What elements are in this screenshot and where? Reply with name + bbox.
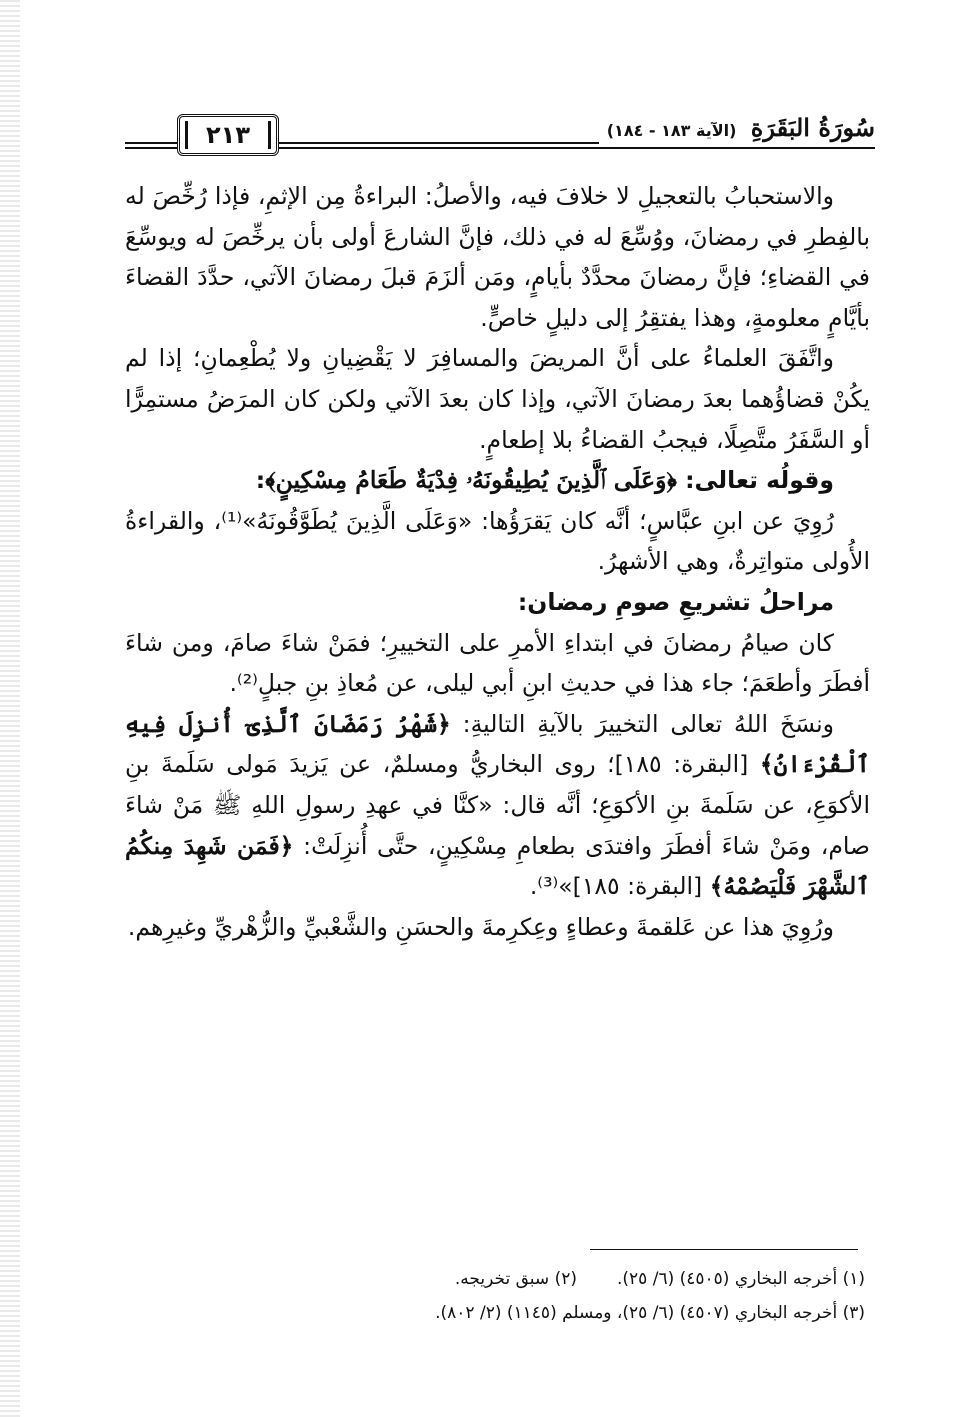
hadith-text: ؛ روى البخاريُّ ومسلمٌ، عن يَزيدَ مَولى سَلَمةَ بنِ الأكوَعِ، عن سَلَمةَ بنِ الأكوَعِ؛ أنَّه قال: «كنَّا في عهدِ رسولِ اللهِ ﷺ مَنْ شاءَ صام، ومَنْ شاءَ أفطَرَ وافتدَى بطعامِ مِسْكِينٍ، حتَّى أُنزِلَتْ: [125, 750, 870, 860]
verse-reference: [البقرة: ١٨٥] [614, 750, 749, 779]
footnote-separator [590, 1249, 858, 1250]
footnote-2: (٢) سبق تخريجه. [454, 1269, 577, 1289]
quran-verse: ﴿شَهْرُ رَمَضَانَ ٱلَّذِىٓ أُنزِلَ فِيهِ ٱلْقُرْءَانُ﴾ [125, 709, 870, 779]
footnotes [125, 1262, 865, 1330]
scan-edge [0, 0, 20, 1417]
footnote-1: (١) أخرجه البخاري (٤٥٠٥) (٦/ ٢٥). [617, 1269, 865, 1289]
footnote-3: (٣) أخرجه البخاري (٤٥٠٧) (٦/ ٢٥)، ومسلم (١١٤٥) (٢/ ٨٠٢). [435, 1303, 865, 1323]
verse-heading-suffix: : [255, 466, 266, 495]
quran-verse: ﴿وَعَلَى ٱلَّذِينَ يُطِيقُونَهُۥ فِدْيَةٌ طَعَامُ مِسْكِينٍ﴾ [265, 466, 677, 495]
paragraph-abrogation [125, 704, 870, 907]
running-title [599, 112, 875, 147]
footnote-line [125, 1262, 865, 1296]
verse-heading [125, 460, 870, 501]
page-header [125, 112, 875, 156]
abrogation-text: ونسَخَ اللهُ تعالى التخييرَ بالآيةِ التاليةِ: [462, 709, 834, 738]
paragraph-narrators: ورُوِيَ هذا عن عَلقمةَ وعطاءٍ وعِكرِمةَ والحسَنِ والشَّعْبيِّ والزُّهْريِّ وغيرِهم. [127, 912, 834, 941]
surah-name: سُورَةُ البَقَرَةِ [750, 113, 875, 142]
page-number: ٢١٣ [177, 114, 279, 156]
paragraph-choice: كان صيامُ رمضانَ في ابتداءِ الأمرِ على التخييرِ؛ فمَنْ شاءَ صامَ، ومن شاءَ أفطَرَ وأطعَمَ؛ جاء هذا في حديثِ ابنِ أبي ليلى، عن مُعاذِ بنِ جبلٍ⁽²⁾. [125, 628, 870, 698]
section-heading: مراحلُ تشريعِ صومِ رمضان: [517, 587, 834, 616]
ayah-range: (الآية ١٨٣ - ١٨٤) [606, 121, 737, 140]
main-text [125, 176, 870, 947]
quote-end: »⁽³⁾. [529, 872, 573, 901]
quran-verse: ﴿فَمَن شَهِدَ مِنكُمُ ٱلشَّهْرَ فَلْيَصُمْهُ﴾ [125, 831, 870, 901]
paragraph-agreement: واتَّفَقَ العلماءُ على أنَّ المريضَ والمسافِرَ لا يَقْضِيانِ ولا يُطْعِمانِ؛ إذا لم يكُنْ قضاؤُهما بعدَ رمضانَ الآتي، وإذا كان بعدَ الآتي ولكن كان المرَضُ مستمِرًّا أو السَّفَرُ متَّصِلًا، فيجبُ القضاءُ بلا إطعامٍ. [125, 344, 870, 454]
verse-heading-prefix: وقولُه تعالى: [685, 466, 834, 495]
footnote-line [125, 1296, 865, 1330]
verse-reference: [البقرة: ١٨٥] [572, 872, 703, 901]
paragraph-ruling: والاستحبابُ بالتعجيلِ لا خلافَ فيه، والأصلُ: البراءةُ مِن الإثمِ، فإذا رُخِّصَ له بالفِطرِ في رمضانَ، ووُسِّعَ له في ذلك، فإنَّ الشارعَ أولى بأن يرخِّصَ له ويوسِّعَ في القضاءِ؛ فإنَّ رمضانَ محدَّدٌ بأيامٍ، ومَن ألزَمَ قبلَ رمضانَ الآتي، حدَّدَ القضاءَ بأيَّامٍ معلومةٍ، وهذا يفتقِرُ إلى دليلٍ خاصٍّ. [125, 182, 870, 332]
paragraph-ibn-abbas: رُوِيَ عن ابنِ عبَّاسٍ؛ أنَّه كان يَقرَؤُها: «وَعَلَى الَّذِينَ يُطَوَّقُونَهُ»⁽¹⁾، والقراءةُ الأُولى متواتِرةٌ، وهي الأشهرُ. [125, 506, 870, 576]
